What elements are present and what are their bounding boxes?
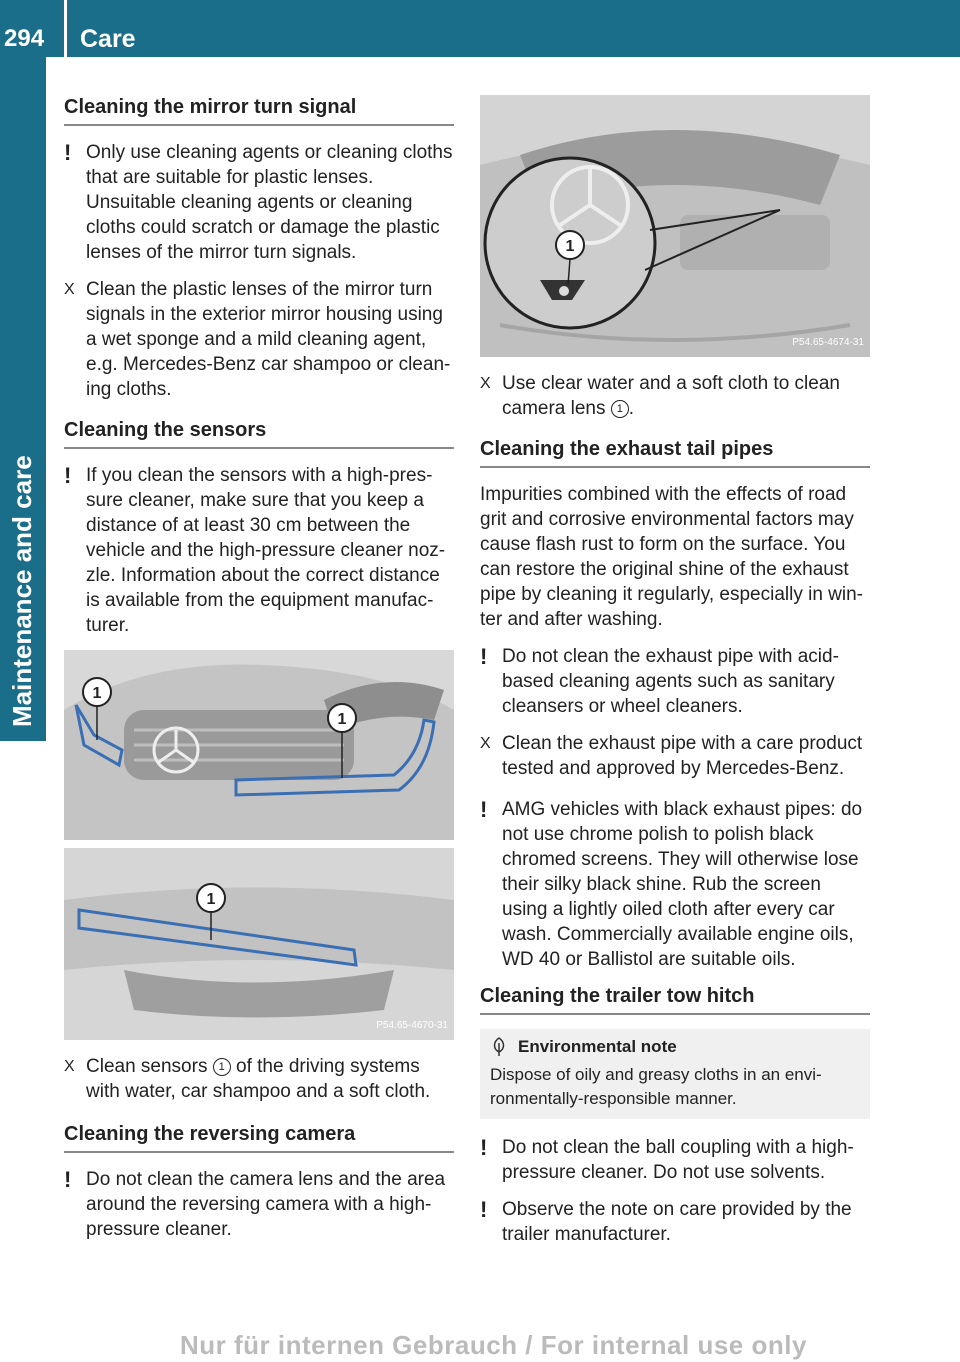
step-arrow-icon: X	[64, 281, 75, 298]
warning-camera	[64, 1167, 454, 1242]
warning-text: Do not clean the camera lens and the area around the reversing camera with a high-pressure cleaner.	[86, 1169, 446, 1240]
chapter-tab	[0, 57, 46, 741]
page-header	[0, 0, 960, 57]
step-camera	[480, 371, 870, 421]
warning-icon: !	[480, 1135, 488, 1160]
warning-exhaust-amg	[480, 797, 870, 972]
step-mirror	[64, 277, 454, 402]
svg-text:1: 1	[337, 711, 347, 728]
step-text-start: Use clear water and a soft cloth to clean camera lens	[502, 373, 840, 419]
camera-figure	[480, 95, 870, 357]
exhaust-paragraph: Impurities combined with the effects of road grit and corrosive environmental factors may cause flash rust to form on the surface. You can restore the original shine of the exhaust pipe by cleaning it regularly, especially in win-ter and after washing.	[480, 484, 864, 630]
warning-sensors	[64, 463, 454, 638]
heading-exhaust: Cleaning the exhaust tail pipes	[480, 437, 870, 468]
heading-hitch: Cleaning the trailer tow hitch	[480, 984, 870, 1015]
leaf-icon	[490, 1037, 508, 1057]
warning-text: Only use cleaning agents or cleaning cloths that are suitable for plastic lenses. Unsuitable cleaning agents or cleaning cloths could scratch or damage the plastic lenses of the mirror turn signals.	[86, 142, 453, 263]
svg-text:1: 1	[92, 685, 102, 702]
warning-text: Observe the note on care provided by the trailer manufacturer.	[502, 1199, 852, 1245]
step-text: Clean the exhaust pipe with a care product tested and approved by Mercedes-Benz.	[502, 733, 863, 779]
footer-watermark: Nur für internen Gebrauch / For internal use only	[180, 1330, 807, 1360]
warning-text: AMG vehicles with black exhaust pipes: do not use chrome polish to polish black chromed screens. They will otherwise lose their silky black shine. Rub the screen using a lightly oiled cloth after every car wash. Commercially available engine oils, WD 40 or Ballistol are suitable oils.	[502, 799, 863, 970]
page-number: 294	[4, 25, 45, 52]
warning-icon: !	[64, 463, 72, 488]
warning-exhaust-acid	[480, 644, 870, 719]
svg-text:1: 1	[206, 891, 216, 908]
step-text: Clean the plastic lenses of the mirror turn signals in the exterior mirror housing using a wet sponge and a mild cleaning agent, e.g. Mercedes-Benz car shampoo or clean-ing cloths.	[86, 279, 451, 400]
callout-1-icon: 1	[213, 1058, 231, 1076]
step-arrow-icon: X	[480, 375, 491, 392]
environmental-note-heading: Environmental note	[518, 1037, 677, 1056]
figure-code: P54.65-4674-31	[792, 337, 864, 348]
step-text-end: of the driving systems with water, car shampoo and a soft cloth.	[86, 1056, 431, 1102]
step-text-start: Clean sensors	[86, 1056, 208, 1077]
sensors-illustration	[64, 650, 454, 1040]
left-column	[64, 95, 454, 1254]
step-sensors	[64, 1054, 454, 1104]
svg-text:1: 1	[565, 238, 575, 255]
warning-mirror	[64, 140, 454, 265]
figure-code: P54.65-4670-31	[376, 1020, 448, 1031]
heading-mirror: Cleaning the mirror turn signal	[64, 95, 454, 126]
warning-icon: !	[480, 644, 488, 669]
warning-text: If you clean the sensors with a high-pres-sure cleaner, make sure that you keep a distance of at least 30 cm between the vehicle and the high-pressure cleaner noz-zle. Information about the correct distance is available from the equipment manufac-turer.	[86, 465, 446, 636]
sensors-figure	[64, 650, 454, 1040]
right-column	[480, 95, 870, 1259]
step-arrow-icon: X	[64, 1058, 75, 1075]
warning-hitch-pressure	[480, 1135, 870, 1185]
section-title: Care	[80, 25, 136, 53]
step-arrow-icon: X	[480, 735, 491, 752]
warning-text: Do not clean the exhaust pipe with acid-based cleaning agents such as sanitary cleansers or wheel cleaners.	[502, 646, 839, 717]
environmental-note-text: Dispose of oily and greasy cloths in an envi-ronmentally-responsible manner.	[490, 1065, 822, 1108]
environmental-note	[480, 1029, 870, 1119]
chapter-label: Maintenance and care	[7, 455, 37, 727]
environmental-note-title	[490, 1035, 860, 1059]
heading-camera: Cleaning the reversing camera	[64, 1122, 454, 1153]
warning-icon: !	[64, 1167, 72, 1192]
warning-hitch-manufacturer	[480, 1197, 870, 1247]
warning-icon: !	[480, 1197, 488, 1222]
step-exhaust	[480, 731, 870, 781]
warning-text: Do not clean the ball coupling with a high-pressure cleaner. Do not use solvents.	[502, 1137, 854, 1183]
heading-sensors: Cleaning the sensors	[64, 418, 454, 449]
step-text-end: .	[628, 398, 635, 419]
warning-icon: !	[480, 797, 488, 822]
camera-illustration	[480, 95, 870, 357]
warning-icon: !	[64, 140, 72, 165]
callout-1-icon: 1	[611, 400, 629, 418]
header-divider	[64, 0, 67, 57]
